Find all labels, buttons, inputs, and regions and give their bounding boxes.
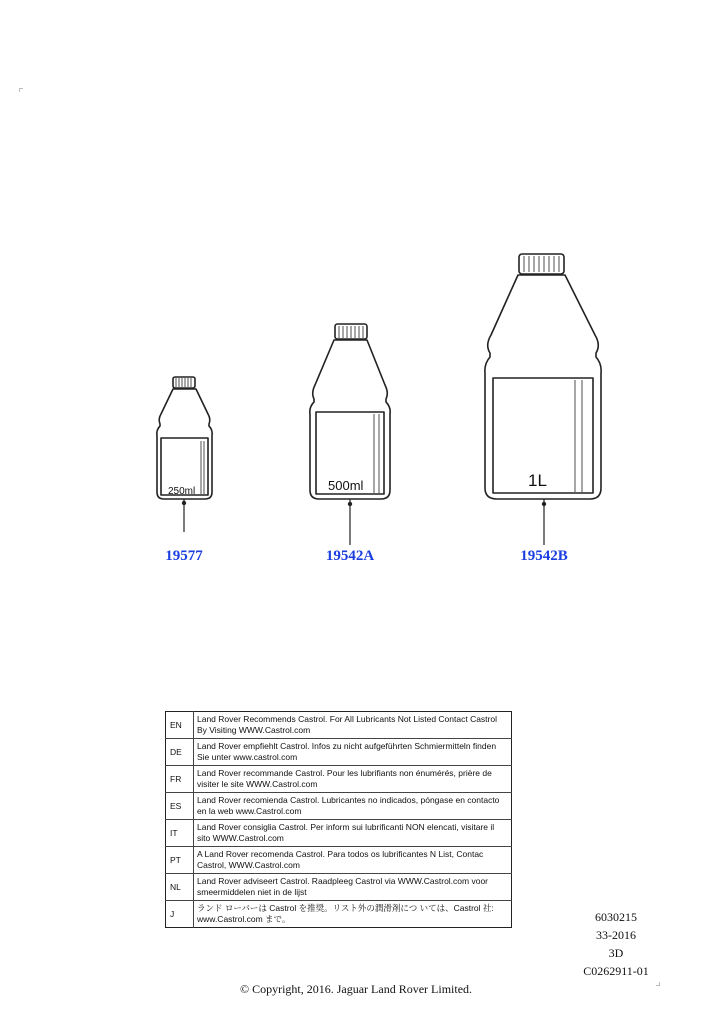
recommendation-text: Land Rover consiglia Castrol. Per inform sui lubrificanti NON elencati, visitare il sito WWW.Castrol.com xyxy=(194,820,512,847)
table-row xyxy=(166,820,512,847)
table-row xyxy=(166,901,512,928)
illustration-ref-code: 3D xyxy=(608,946,624,960)
table-row xyxy=(166,739,512,766)
illustration-ref-id: C0262911-01 xyxy=(583,964,649,978)
volume-label-250ml: 250ml xyxy=(168,486,196,497)
language-code: IT xyxy=(166,820,194,847)
recommendation-text: Land Rover recommande Castrol. Pour les lubrifiants non énumérés, prière de visiter le site WWW.Castrol.com xyxy=(194,766,512,793)
illustration-ref-number: 6030215 xyxy=(595,910,637,924)
table-row xyxy=(166,874,512,901)
leader-dot xyxy=(542,502,546,506)
illustration-ref-date: 33-2016 xyxy=(596,928,636,942)
table-row xyxy=(166,847,512,874)
table-row xyxy=(166,793,512,820)
bottle-1l xyxy=(485,254,601,545)
volume-label-500ml: 500ml xyxy=(328,478,364,493)
table-row xyxy=(166,766,512,793)
recommendation-text: A Land Rover recomenda Castrol. Para todos os lubrificantes N List, Contac Castrol, WWW.Castrol.com xyxy=(194,847,512,874)
recommendation-text: Land Rover Recommends Castrol. For All Lubricants Not Listed Contact Castrol By Visiting WWW.Castrol.com xyxy=(194,712,512,739)
table-row xyxy=(166,712,512,739)
copyright-notice: © Copyright, 2016. Jaguar Land Rover Limited. xyxy=(239,982,473,996)
bottle-250ml xyxy=(157,377,212,532)
language-code: FR xyxy=(166,766,194,793)
part-number-link-19577[interactable]: 19577 xyxy=(165,548,203,564)
recommendation-text: Land Rover empfiehlt Castrol. Infos zu nicht aufgeführten Schmiermitteln finden Sie unter www.castrol.com xyxy=(194,739,512,766)
leader-dot xyxy=(182,501,186,505)
bottle-cap xyxy=(519,254,564,274)
recommendation-text: Land Rover recomienda Castrol. Lubricantes no indicados, póngase en contacto en la web www.Castrol.com xyxy=(194,793,512,820)
language-code: NL xyxy=(166,874,194,901)
language-code: J xyxy=(166,901,194,928)
language-code: DE xyxy=(166,739,194,766)
leader-dot xyxy=(348,502,352,506)
corner-mark-bottom-right xyxy=(656,982,660,986)
part-number-link-19542b[interactable]: 19542B xyxy=(520,548,568,564)
language-code: EN xyxy=(166,712,194,739)
part-number-link-19542a[interactable]: 19542A xyxy=(325,548,375,564)
language-code: PT xyxy=(166,847,194,874)
volume-label-1l: 1L xyxy=(528,471,547,490)
cap-ridges xyxy=(339,326,363,338)
castrol-recommendation-table xyxy=(165,711,512,928)
recommendation-text: ランド ローバーは Castrol を推奨。リスト外の潤滑剤につ いては、Castrol 社: www.Castrol.com まで。 xyxy=(197,903,494,924)
bottle-500ml xyxy=(310,324,390,545)
recommendation-text: Land Rover adviseert Castrol. Raadpleeg Castrol via WWW.Castrol.com voor smeermiddelen niet in de lijst xyxy=(194,874,512,901)
language-code: ES xyxy=(166,793,194,820)
